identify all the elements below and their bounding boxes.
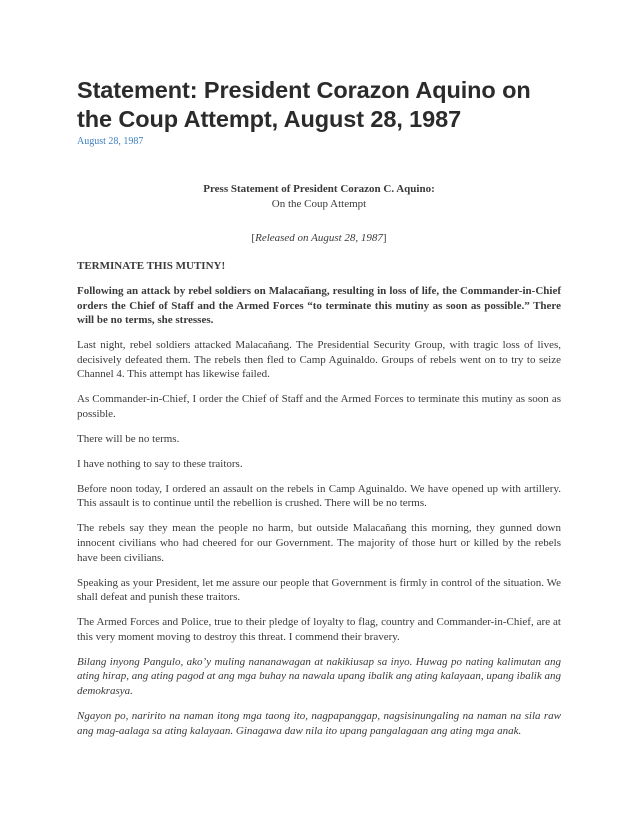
- body-paragraph: Speaking as your President, let me assure our people that Government is firmly in control of the situation. We shall defeat and punish these traitors.: [77, 576, 561, 604]
- page-title: Statement: President Corazon Aquino on the Coup Attempt, August 28, 1987: [77, 77, 531, 132]
- body-paragraph: As Commander-in-Chief, I order the Chief of Staff and the Armed Forces to terminate this mutiny as soon as possible.: [77, 393, 561, 420]
- summary-paragraph: Following an attack by rebel soldiers on Malacañang, resulting in loss of life, the Commander-in-Chief orders the Chief of Staff and the Armed Forces “to terminate this mutiny as soon as possible.” There will be no terms, she stresses.: [77, 284, 561, 327]
- filipino-paragraph: Bilang inyong Pangulo, ako’y muling nananawagan at nakikiusap sa inyo. Huwag po nating kalimutan ang ating hirap, ang ating pagod at ang mga buhay na nawala upang ibalik ang ating kalayaan, upang ibalik ang demokrasya.: [77, 655, 561, 697]
- release-note: [77, 231, 561, 246]
- body-paragraph: The rebels say they mean the people no harm, but outside Malacañang this morning, they gunned down innocent civilians who had cheered for our Government. The majority of those hurt or killed by the rebels have been civilians.: [77, 522, 561, 564]
- body-paragraph: Last night, rebel soldiers attacked Malacañang. The Presidential Security Group, with tragic loss of lives, decisively defeated them. The rebels then fled to Camp Aguinaldo. Groups of rebels went on to try to seize Channel 4. This attempt has likewise failed.: [77, 339, 561, 381]
- press-heading: Press Statement of President Corazon C. Aquino:: [203, 183, 435, 195]
- headline-paragraph: TERMINATE THIS MUTINY!: [77, 260, 226, 272]
- body-paragraph: Before noon today, I ordered an assault on the rebels in Camp Aguinaldo. We have opened up with artillery. This assault is to continue until the rebellion is crushed. There will be no terms.: [77, 482, 561, 510]
- body-paragraph: The Armed Forces and Police, true to their pledge of loyalty to flag, country and Commander-in-Chief, are at this very moment moving to destroy this threat. I commend their bravery.: [77, 616, 561, 643]
- press-subheading: On the Coup Attempt: [271, 197, 367, 210]
- statement-body: [77, 259, 561, 749]
- release-bracket-close: ]: [382, 232, 387, 244]
- document-page: [77, 76, 561, 737]
- body-paragraph: I have nothing to say to these traitors.: [77, 457, 243, 470]
- body-paragraph: There will be no terms.: [77, 432, 180, 445]
- release-date-text: Released on August 28, 1987: [255, 232, 383, 244]
- filipino-paragraph: Ngayon po, naririto na naman itong mga taong ito, nagpapanggap, nagsisinungaling na naman na sila raw ang mag-aalaga sa ating kalayaan. Ginagawa daw nila ito upang pangalagaan ang ating mga anak.: [77, 709, 561, 737]
- release-bracket-open: [: [251, 232, 256, 244]
- date-link[interactable]: August 28, 1987: [77, 136, 144, 147]
- press-heading-block: [77, 182, 561, 211]
